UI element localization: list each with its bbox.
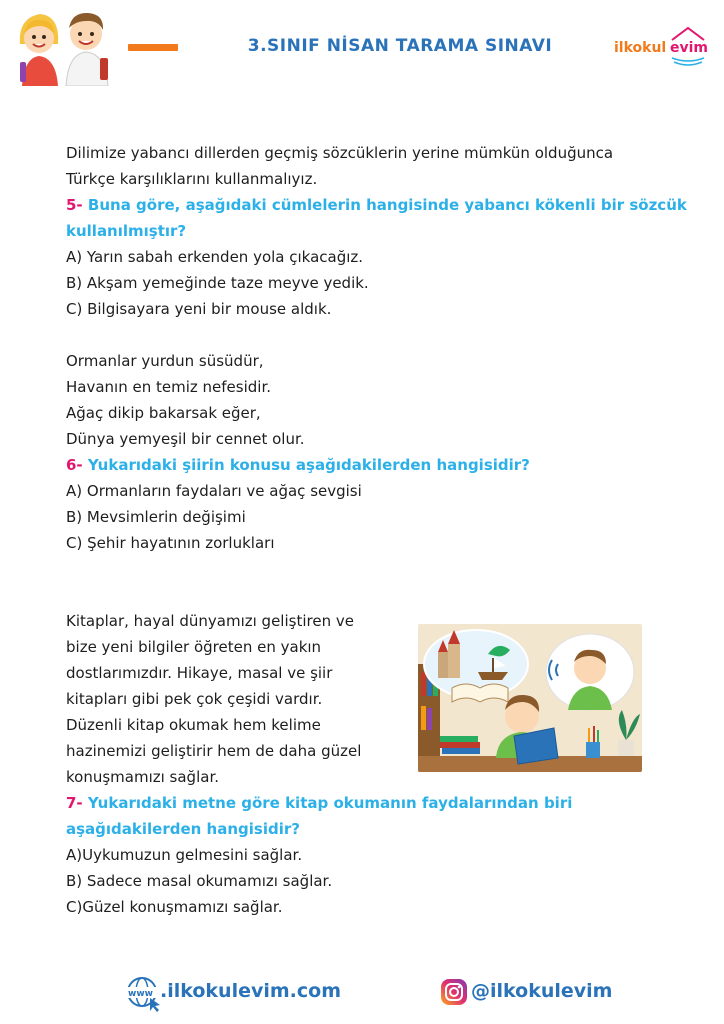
option-c[interactable]: C)Güzel konuşmamızı sağlar. xyxy=(66,898,283,916)
svg-text:evim: evim xyxy=(670,40,709,56)
kids-illustration xyxy=(14,4,114,86)
passage-line: konuşmamızı sağlar. xyxy=(66,768,219,786)
intro-line: Türkçe karşılıklarını kullanmalıyız. xyxy=(66,170,318,188)
question-text xyxy=(66,192,687,218)
question-text-line: aşağıdakilerden hangisidir? xyxy=(66,820,300,838)
website-link[interactable]: .ilkokulevim.com xyxy=(160,980,342,1002)
option-b[interactable]: B) Akşam yemeğinde taze meyve yedik. xyxy=(66,274,369,292)
page-header xyxy=(0,0,724,100)
instagram-icon xyxy=(440,978,468,1006)
passage-line: Kitaplar, hayal dünyamızı geliştiren ve xyxy=(66,612,354,630)
option-b[interactable]: B) Sadece masal okumamızı sağlar. xyxy=(66,872,333,890)
globe-www-icon xyxy=(124,976,164,1012)
question-number: 5- xyxy=(66,196,83,214)
question-text xyxy=(66,452,666,478)
passage-line: kitapları gibi pek çok çeşidi vardır. xyxy=(66,690,323,708)
page-footer xyxy=(0,970,724,1020)
poem-line: Ormanlar yurdun süsüdür, xyxy=(66,352,264,370)
poem-line: Ağaç dikip bakarsak eğer, xyxy=(66,404,261,422)
option-a[interactable]: A) Ormanların faydaları ve ağaç sevgisi xyxy=(66,482,362,500)
svg-text:www: www xyxy=(128,989,153,999)
question-number: 6- xyxy=(66,456,83,474)
option-b[interactable]: B) Mevsimlerin değişimi xyxy=(66,508,246,526)
question-text xyxy=(66,790,666,816)
poem-line: Havanın en temiz nefesidir. xyxy=(66,378,271,396)
question-text-line: kullanılmıştır? xyxy=(66,222,187,240)
poem-line: Dünya yemyeşil bir cennet olur. xyxy=(66,430,305,448)
passage-line: dostlarımızdır. Hikaye, masal ve şiir xyxy=(66,664,333,682)
intro-line: Dilimize yabancı dillerden geçmiş sözcüklerin yerine mümkün olduğunca xyxy=(66,144,614,162)
ilkokulevim-logo xyxy=(612,26,717,68)
question-number: 7- xyxy=(66,794,83,812)
accent-dash xyxy=(128,44,178,51)
question-text-line: Yukarıdaki şiirin konusu aşağıdakilerden hangisidir? xyxy=(87,456,530,474)
option-a[interactable]: A)Uykumuzun gelmesini sağlar. xyxy=(66,846,303,864)
option-a[interactable]: A) Yarın sabah erkenden yola çıkacağız. xyxy=(66,248,364,266)
question-6 xyxy=(66,348,666,556)
exam-content xyxy=(66,140,687,920)
question-5 xyxy=(66,140,687,322)
passage-line: bize yeni bilgiler öğreten en yakın xyxy=(66,638,322,656)
passage-line: hazinemizi geliştirir hem de daha güzel xyxy=(66,742,362,760)
svg-text:ilkokul: ilkokul xyxy=(614,40,667,56)
option-c[interactable]: C) Bilgisayara yeni bir mouse aldık. xyxy=(66,300,332,318)
page-title: 3.SINIF NİSAN TARAMA SINAVI xyxy=(247,36,553,56)
boy-reading-book-illustration xyxy=(418,624,642,772)
option-c[interactable]: C) Şehir hayatının zorlukları xyxy=(66,534,275,552)
passage-line: Düzenli kitap okumak hem kelime xyxy=(66,716,321,734)
question-text-line: Buna göre, aşağıdaki cümlelerin hangisinde yabancı kökenli bir sözcük xyxy=(87,196,687,214)
question-text-line: Yukarıdaki metne göre kitap okumanın faydalarından biri xyxy=(87,794,573,812)
instagram-handle[interactable]: @ilkokulevim xyxy=(471,980,613,1002)
